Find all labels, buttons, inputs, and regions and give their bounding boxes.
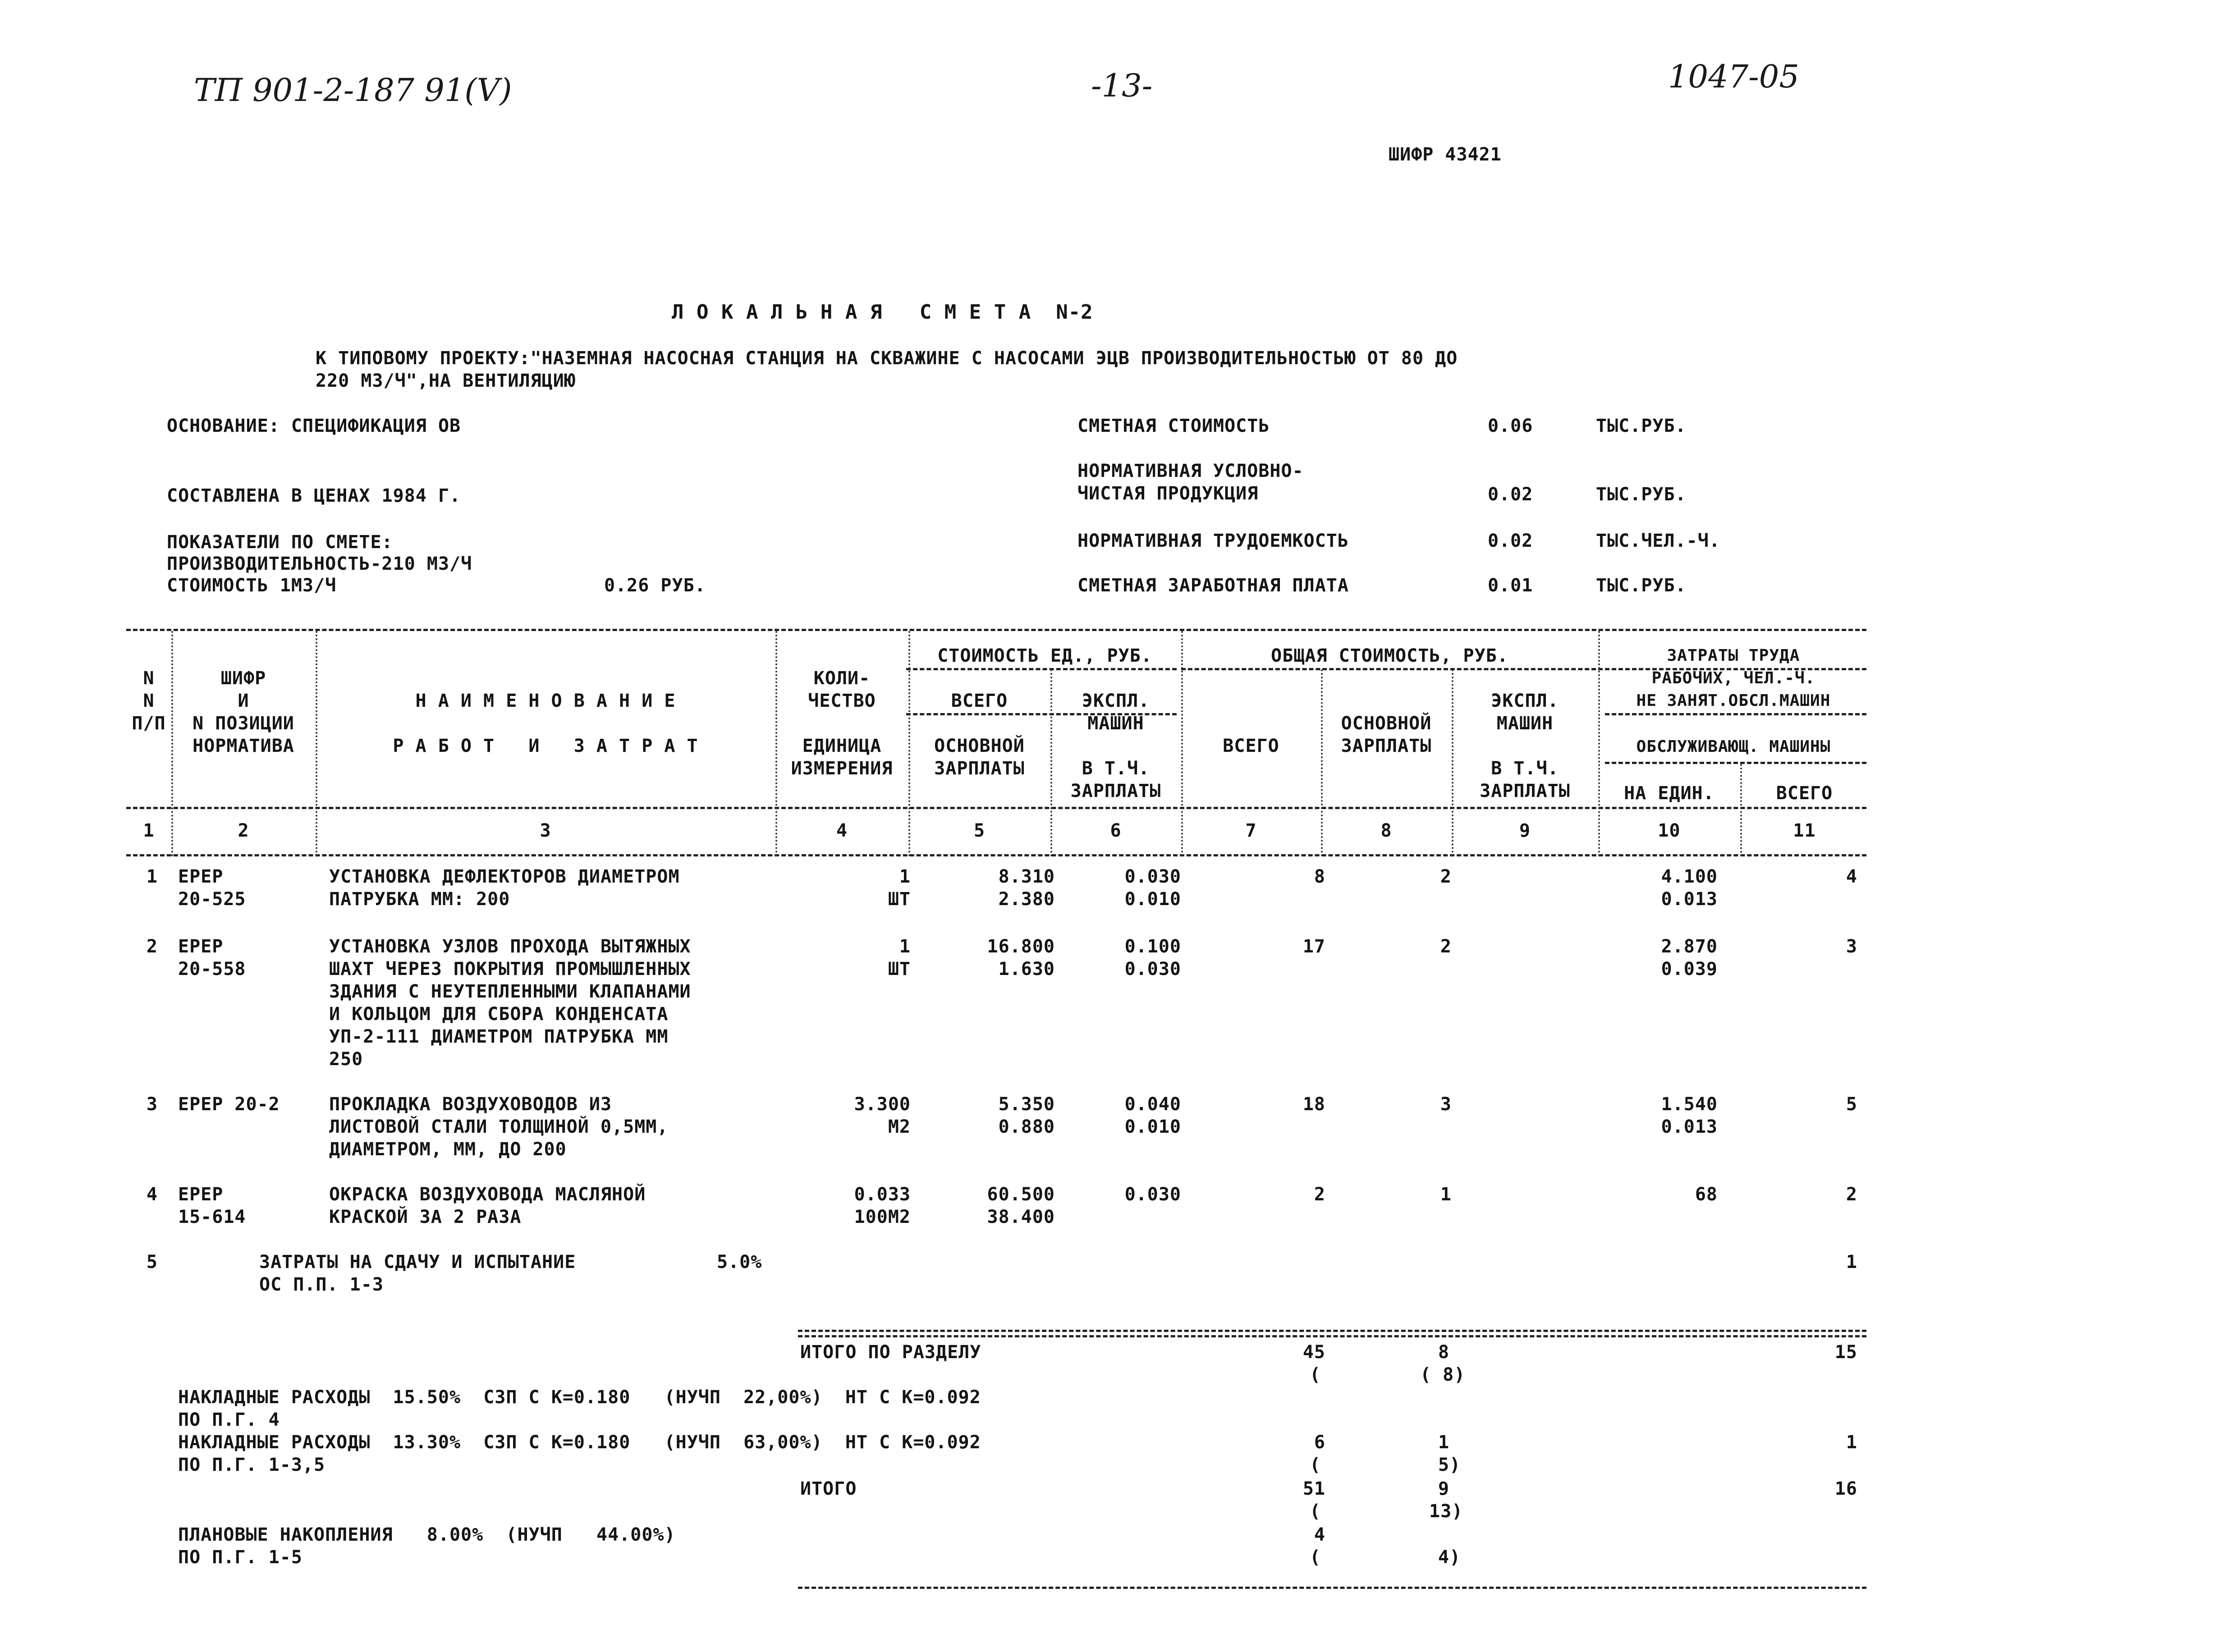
col-sep bbox=[1740, 764, 1742, 856]
planned-savings-line-2: ПО П.Г. 1-5 bbox=[178, 1547, 303, 1568]
group-rule-total-cost bbox=[1181, 668, 1609, 670]
project-line-1: К ТИПОВОМУ ПРОЕКТУ:"НАЗЕМНАЯ НАСОСНАЯ СТАНЦИЯ НА СКВАЖИНЕ С НАСОСАМИ ЭЦВ ПРОИЗВОДИТЕЛЬНОСТЬЮ ОТ 80 ДО bbox=[316, 348, 1458, 369]
row-text: ЗАТРАТЫ НА СДАЧУ И ИСПЫТАНИЕ bbox=[259, 1252, 576, 1272]
row-labor-unit: 2.870 0.039 bbox=[1661, 936, 1718, 979]
col-sep bbox=[1321, 669, 1323, 856]
col-sep bbox=[775, 631, 777, 856]
header-col-3-b: Р А Б О Т И З А Т Р А Т bbox=[393, 736, 698, 756]
overhead-1-line-1: НАКЛАДНЫЕ РАСХОДЫ 15.50% СЗП С К=0.180 (НУЧП 22,00%) НТ С К=0.092 bbox=[178, 1387, 981, 1408]
row-qty: 0.033 100М2 bbox=[854, 1184, 911, 1227]
row-qty: 1 ШТ bbox=[888, 866, 911, 910]
summary-unit: ТЫС.РУБ. bbox=[1596, 575, 1687, 596]
section-total-wage-part: ( 8) bbox=[1420, 1364, 1466, 1385]
itogo-label: ИТОГО bbox=[800, 1478, 857, 1499]
row-name: УСТАНОВКА ДЕФЛЕКТОРОВ ДИАМЕТРОМ ПАТРУБКА ММ: 200 bbox=[329, 866, 680, 910]
col-number: 5 bbox=[973, 820, 986, 841]
row-total: 18 bbox=[1302, 1094, 1325, 1115]
row-unit-total: 8.310 2.380 bbox=[998, 866, 1055, 910]
row-unit-mach: 0.030 0.010 bbox=[1124, 866, 1181, 910]
col-number: 8 bbox=[1380, 820, 1392, 841]
planned-savings-line-1: ПЛАНОВЫЕ НАКОПЛЕНИЯ 8.00% (НУЧП 44.00%) bbox=[178, 1524, 676, 1545]
row-unit-mach: 0.040 0.010 bbox=[1124, 1094, 1181, 1137]
row-wage: 3 bbox=[1440, 1094, 1452, 1115]
col-number: 2 bbox=[238, 820, 249, 841]
summary-label: НОРМАТИВНАЯ УСЛОВНО- ЧИСТАЯ ПРОДУКЦИЯ bbox=[1077, 461, 1304, 504]
section-total-wage: 8 bbox=[1438, 1342, 1450, 1363]
totals-top-rule bbox=[798, 1330, 1866, 1332]
overhead-2-total: 6 bbox=[1314, 1432, 1325, 1453]
header-col-5: ВСЕГО ОСНОВНОЙ ЗАРПЛАТЫ bbox=[934, 691, 1025, 779]
col-number: 6 bbox=[1110, 820, 1122, 841]
overhead-2-wage: 1 bbox=[1438, 1432, 1450, 1453]
header-bottom-rule bbox=[126, 854, 1866, 856]
col-sep bbox=[171, 631, 173, 856]
overhead-2-wage-part: 5) bbox=[1438, 1455, 1461, 1475]
row-number: 1 bbox=[146, 866, 158, 887]
row-code: ЕРЕР 20-525 bbox=[178, 866, 246, 910]
col-sep bbox=[1598, 631, 1600, 856]
row-unit-mach: 0.100 0.030 bbox=[1124, 936, 1181, 979]
col-sep bbox=[1050, 669, 1052, 856]
overhead-2-line-1: НАКЛАДНЫЕ РАСХОДЫ 13.30% СЗП С К=0.180 (НУЧП 63,00%) НТ С К=0.092 bbox=[178, 1432, 981, 1453]
row-qty: 1 ШТ bbox=[888, 936, 911, 979]
section-total-value: 45 bbox=[1302, 1342, 1325, 1363]
indicators-line-2: ПРОИЗВОДИТЕЛЬНОСТЬ-210 М3/Ч bbox=[167, 554, 472, 574]
subrule-labor bbox=[1605, 713, 1866, 715]
planned-savings-wage-part: 4) bbox=[1438, 1547, 1461, 1568]
row-wage: 2 bbox=[1440, 866, 1452, 887]
row-total: 17 bbox=[1302, 936, 1325, 957]
section-total-paren: ( bbox=[1310, 1364, 1321, 1385]
cipher-code: ШИФР 43421 bbox=[1389, 144, 1502, 165]
document-title: Л О К А Л Ь Н А Я С М Е Т А N-2 bbox=[672, 301, 1093, 324]
page-number: -13- bbox=[1091, 67, 1153, 104]
sheet-number: 1047-05 bbox=[1668, 58, 1799, 95]
row-code: ЕРЕР 20-558 bbox=[178, 936, 246, 979]
row-unit-total: 60.500 38.400 bbox=[987, 1184, 1055, 1227]
row-number: 2 bbox=[146, 936, 158, 957]
totals-top-rule-2 bbox=[798, 1335, 1866, 1337]
col-sep bbox=[908, 631, 910, 856]
row-qty: 3.300 М2 bbox=[854, 1094, 911, 1137]
header-col-10: НА ЕДИН. bbox=[1624, 783, 1714, 804]
col-number: 7 bbox=[1245, 820, 1257, 841]
header-divider-rule bbox=[126, 807, 1866, 809]
indicators-line-3: СТОИМОСТЬ 1М3/Ч bbox=[167, 575, 337, 596]
row-labor-total: 4 bbox=[1846, 866, 1857, 887]
row-total: 2 bbox=[1314, 1184, 1325, 1205]
planned-savings-paren: ( bbox=[1310, 1547, 1321, 1568]
section-total-labor: 15 bbox=[1834, 1342, 1857, 1363]
overhead-2-line-2: ПО П.Г. 1-3,5 bbox=[178, 1455, 325, 1475]
doc-code-handwritten: ТП 901-2-187 91(V) bbox=[194, 72, 512, 109]
project-line-2: 220 М3/Ч",НА ВЕНТИЛЯЦИЮ bbox=[316, 371, 576, 391]
header-col-7: ВСЕГО bbox=[1223, 736, 1279, 756]
row-wage: 1 bbox=[1440, 1184, 1452, 1205]
overhead-1-line-2: ПО П.Г. 4 bbox=[178, 1409, 280, 1430]
row-wage: 2 bbox=[1440, 936, 1452, 957]
row-subtext: ОС П.П. 1-3 bbox=[259, 1274, 384, 1295]
row-labor-total: 3 bbox=[1846, 936, 1857, 957]
row-code: ЕРЕР 15-614 bbox=[178, 1184, 246, 1227]
row-number: 3 bbox=[146, 1094, 158, 1115]
col-number: 1 bbox=[143, 820, 155, 841]
group-rule-unit-cost bbox=[906, 668, 1177, 670]
header-group-total-cost: ОБЩАЯ СТОИМОСТЬ, РУБ. bbox=[1271, 645, 1508, 666]
summary-value: 0.02 bbox=[1488, 531, 1533, 551]
row-labor-unit: 4.100 0.013 bbox=[1661, 866, 1718, 910]
header-col-6: ЭКСПЛ. МАШИН В Т.Ч. ЗАРПЛАТЫ bbox=[1070, 691, 1161, 801]
itogo-wage-part: 13) bbox=[1429, 1501, 1463, 1522]
col-number: 9 bbox=[1519, 820, 1531, 841]
col-number: 11 bbox=[1793, 820, 1816, 841]
itogo-labor: 16 bbox=[1834, 1478, 1857, 1499]
header-group-unit-cost: СТОИМОСТЬ ЕД., РУБ. bbox=[937, 645, 1152, 666]
header-col-3-a: Н А И М Е Н О В А Н И Е bbox=[415, 691, 676, 711]
summary-value: 0.01 bbox=[1488, 575, 1533, 596]
row-unit-total: 5.350 0.880 bbox=[998, 1094, 1055, 1137]
itogo-paren: ( bbox=[1310, 1501, 1321, 1522]
header-col-2: ШИФР И N ПОЗИЦИИ НОРМАТИВА bbox=[193, 668, 294, 756]
header-col-8: ОСНОВНОЙ ЗАРПЛАТЫ bbox=[1341, 713, 1432, 756]
row-percent: 5.0% bbox=[717, 1252, 762, 1272]
col-sep bbox=[316, 631, 317, 856]
col-sep bbox=[1181, 631, 1183, 856]
header-group-labor: ЗАТРАТЫ ТРУДА РАБОЧИХ, ЧЕЛ.-Ч. НЕ ЗАНЯТ.ОБСЛ.МАШИН bbox=[1636, 646, 1831, 710]
row-name: УСТАНОВКА УЗЛОВ ПРОХОДА ВЫТЯЖНЫХ ШАХТ ЧЕРЕЗ ПОКРЫТИЯ ПРОМЫШЛЕННЫХ ЗДАНИЯ С НЕУТЕПЛЕННЫМИ КЛАПАНАМИ И КОЛЬЦОМ ДЛЯ СБОРА КОНДЕНСАТА УП-2-111 ДИАМЕТРОМ ПАТРУБКА ММ 250 bbox=[329, 936, 691, 1070]
itogo-total: 51 bbox=[1302, 1478, 1325, 1499]
row-unit-total: 16.800 1.630 bbox=[987, 936, 1055, 979]
planned-savings-total: 4 bbox=[1314, 1524, 1325, 1545]
row-labor-total: 5 bbox=[1846, 1094, 1857, 1115]
row-number: 5 bbox=[146, 1252, 158, 1272]
col-number: 10 bbox=[1658, 820, 1681, 841]
col-number: 3 bbox=[540, 820, 551, 841]
row-labor-unit: 1.540 0.013 bbox=[1661, 1094, 1718, 1137]
row-labor-total: 1 bbox=[1846, 1252, 1857, 1272]
row-total: 8 bbox=[1314, 866, 1325, 887]
summary-label: СМЕТНАЯ ЗАРАБОТНАЯ ПЛАТА bbox=[1077, 575, 1349, 596]
header-col-1: N N П/П bbox=[132, 668, 166, 734]
summary-unit: ТЫС.РУБ. bbox=[1596, 416, 1687, 436]
header-col-11: ВСЕГО bbox=[1776, 783, 1833, 804]
header-col-4: КОЛИ- ЧЕСТВО ЕДИНИЦА ИЗМЕРЕНИЯ bbox=[791, 668, 893, 779]
overhead-2-paren: ( bbox=[1310, 1455, 1321, 1475]
indicators-line-1: ПОКАЗАТЕЛИ ПО СМЕТЕ: bbox=[167, 532, 393, 553]
header-col-9: ЭКСПЛ. МАШИН В Т.Ч. ЗАРПЛАТЫ bbox=[1480, 691, 1570, 801]
row-number: 4 bbox=[146, 1184, 158, 1205]
row-code: ЕРЕР 20-2 bbox=[178, 1094, 280, 1115]
row-name: ОКРАСКА ВОЗДУХОВОДА МАСЛЯНОЙ КРАСКОЙ ЗА 2 РАЗА bbox=[329, 1184, 646, 1227]
table-top-rule bbox=[126, 629, 1866, 631]
section-total-label: ИТОГО ПО РАЗДЕЛУ bbox=[800, 1342, 981, 1363]
summary-unit: ТЫС.ЧЕЛ.-Ч. bbox=[1596, 531, 1720, 551]
summary-value: 0.02 bbox=[1488, 484, 1533, 505]
row-unit-mach: 0.030 bbox=[1124, 1184, 1181, 1205]
col-sep bbox=[1452, 669, 1453, 856]
subrule-labor-2 bbox=[1605, 762, 1866, 764]
overhead-2-labor: 1 bbox=[1846, 1432, 1857, 1453]
summary-label: НОРМАТИВНАЯ ТРУДОЕМКОСТЬ bbox=[1077, 531, 1349, 551]
summary-value: 0.06 bbox=[1488, 416, 1533, 436]
indicators-cost-value: 0.26 РУБ. bbox=[604, 575, 706, 596]
compiled-text: СОСТАВЛЕНА В ЦЕНАХ 1984 Г. bbox=[167, 485, 461, 506]
row-name: ПРОКЛАДКА ВОЗДУХОВОДОВ ИЗ ЛИСТОВОЙ СТАЛИ ТОЛЩИНОЙ 0,5ММ, ДИАМЕТРОМ, ММ, ДО 200 bbox=[329, 1094, 669, 1160]
col-number: 4 bbox=[836, 820, 848, 841]
itogo-wage: 9 bbox=[1438, 1478, 1450, 1499]
row-labor-total: 2 bbox=[1846, 1184, 1857, 1205]
totals-bottom-rule bbox=[798, 1587, 1866, 1589]
summary-unit: ТЫС.РУБ. bbox=[1596, 484, 1687, 505]
row-labor-unit: 68 bbox=[1695, 1184, 1718, 1205]
header-labor-serving: ОБСЛУЖИВАЮЩ. МАШИНЫ bbox=[1636, 737, 1831, 756]
basis-text: ОСНОВАНИЕ: СПЕЦИФИКАЦИЯ ОВ bbox=[167, 416, 461, 436]
summary-label: СМЕТНАЯ СТОИМОСТЬ bbox=[1077, 416, 1270, 436]
